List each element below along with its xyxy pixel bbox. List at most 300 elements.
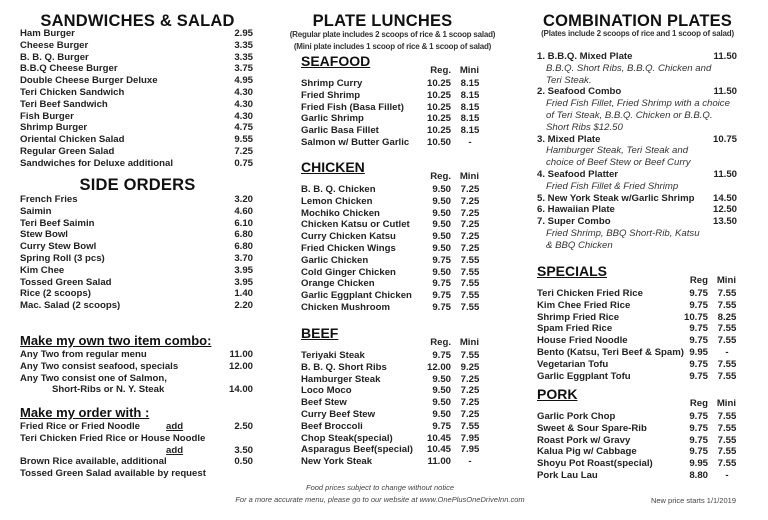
menu-item	[301, 90, 481, 102]
combo-description: Fried Fish Fillet & Fried Shrimp	[546, 180, 679, 192]
item-name: Brown Rice available, additional	[20, 456, 167, 468]
item-name: Regular Green Salad	[20, 145, 115, 157]
mini-price: 7.55	[460, 290, 480, 302]
mini-price: 7.25	[460, 207, 480, 219]
item-name: Chicken Katsu or Cutlet	[301, 219, 410, 231]
item-name: Teri Chicken Fried Rice	[537, 288, 643, 299]
reg-column-header: Reg.	[430, 337, 451, 348]
menu-item	[537, 312, 738, 324]
combo-own-list	[20, 349, 253, 396]
menu-item	[20, 134, 253, 146]
item-name: Garlic Basa Fillet	[301, 125, 379, 137]
item-price: 9.55	[234, 134, 253, 146]
mini-price: -	[725, 346, 729, 358]
combo-name: 4. Seafood Platter	[537, 168, 619, 180]
regular-price: 11.00	[427, 456, 451, 468]
item-price: 4.30	[234, 98, 253, 110]
regular-price: 9.50	[432, 373, 451, 385]
regular-price: 10.25	[426, 101, 451, 113]
mini-column-header: Mini	[716, 398, 736, 409]
item-name: Garlic Shrimp	[301, 113, 364, 125]
item-price: 2.50	[234, 421, 253, 432]
item-name: Oriental Chicken Salad	[20, 134, 125, 146]
combination-list	[537, 51, 737, 252]
regular-price: 9.50	[432, 266, 451, 278]
item-name: French Fries	[20, 194, 78, 205]
item-name: Shoyu Pot Roast(special)	[537, 458, 653, 470]
menu-item	[20, 63, 253, 75]
regular-price: 9.75	[689, 358, 708, 370]
mini-price: -	[725, 469, 729, 481]
menu-item	[301, 208, 481, 220]
regular-price: 9.50	[432, 385, 451, 397]
combo-description: Fried Shrimp, BBQ Short-Rib, Katsu	[546, 227, 700, 239]
mini-price: 7.55	[717, 434, 737, 446]
new-price-note: New price starts 1/1/2019	[650, 496, 736, 505]
menu-item	[20, 206, 253, 218]
item-price: 12.00	[228, 360, 253, 372]
combo-name: 7. Super Combo	[537, 216, 611, 228]
section-title: BEEF	[301, 325, 339, 341]
item-name: B.B.Q Cheese Burger	[20, 63, 118, 75]
item-price: 2.95	[234, 28, 253, 39]
regular-price: 9.50	[432, 242, 451, 254]
item-name: Loco Moco	[301, 385, 352, 397]
regular-price: 10.45	[426, 432, 451, 444]
menu-item	[20, 421, 253, 433]
mini-price: 7.55	[717, 458, 737, 470]
footer-website: For a more accurate menu, please go to our website at www.OnePlusOneDriveInn.com	[235, 495, 525, 504]
regular-price: 9.50	[432, 207, 451, 219]
mini-price: 7.25	[460, 219, 480, 231]
menu-item	[301, 137, 481, 149]
item-price: 3.35	[234, 51, 253, 63]
combo-name: 5. New York Steak w/Garlic Shrimp	[537, 192, 695, 204]
regular-price: 9.75	[689, 422, 708, 434]
item-price: 0.50	[234, 456, 253, 468]
menu-item	[20, 445, 253, 457]
menu-item	[20, 218, 253, 230]
item-name: Shrimp Curry	[301, 78, 363, 89]
menu-item	[301, 350, 481, 362]
specials-section	[537, 263, 738, 382]
menu-item	[537, 323, 738, 335]
item-name: Hamburger Steak	[301, 373, 381, 385]
menu-item	[20, 349, 253, 361]
item-price: 0.75	[234, 157, 253, 169]
regular-price: 9.75	[689, 299, 708, 311]
regular-price: 12.00	[426, 361, 451, 373]
item-name: Mac. Salad (2 scoops)	[20, 300, 121, 312]
item-price: 3.35	[234, 39, 253, 51]
menu-item	[537, 446, 738, 458]
item-price: 4.60	[234, 205, 253, 217]
menu-item	[537, 300, 738, 312]
combo-price: 11.50	[713, 51, 737, 62]
regular-price: 9.50	[432, 195, 451, 207]
menu-item	[20, 456, 253, 468]
reg-column-header: Reg	[689, 275, 708, 286]
item-price: 6.80	[234, 229, 253, 241]
mini-price: 7.55	[717, 358, 737, 370]
item-name: Lemon Chicken	[301, 195, 373, 207]
sandwiches-title: SANDWICHES & SALAD	[40, 12, 235, 30]
item-name: Garlic Eggplant Tofu	[537, 370, 631, 382]
menu-item	[537, 359, 738, 371]
combo-price: 12.50	[712, 204, 737, 216]
regular-price: 9.75	[432, 290, 451, 302]
item-price: 3.50	[234, 444, 253, 456]
mini-price: 7.55	[460, 278, 480, 290]
menu-item	[301, 184, 481, 196]
menu-item	[301, 362, 481, 374]
footer-price-notice: Food prices subject to change without notice	[305, 483, 454, 492]
item-price: 3.95	[234, 276, 253, 288]
combo-description: & BBQ Chicken	[546, 239, 613, 251]
menu-item	[20, 146, 253, 158]
regular-price: 9.75	[689, 411, 708, 422]
item-price: 3.70	[234, 252, 253, 264]
item-name: Sandwiches for Deluxe additional	[20, 157, 173, 169]
combo-name: 6. Hawaiian Plate	[537, 204, 615, 216]
menu-item	[301, 290, 481, 302]
mini-price: 7.95	[460, 444, 480, 456]
regular-price: 10.25	[426, 89, 451, 101]
menu-item	[301, 125, 481, 137]
chicken-section	[301, 159, 481, 314]
item-name: Any Two consist one of Salmon,	[20, 372, 167, 384]
item-price: 3.95	[234, 264, 253, 276]
regular-price: 10.45	[426, 444, 451, 456]
combo-item	[537, 51, 737, 63]
add-label: add	[166, 421, 184, 432]
item-name: Teri Chicken Fried Rice or House Noodle	[20, 432, 206, 444]
menu-item	[20, 384, 253, 396]
item-name: Salmon w/ Butter Garlic	[301, 136, 410, 148]
item-name: Mochiko Chicken	[301, 207, 380, 219]
mini-price: 7.55	[460, 420, 480, 432]
item-name: Curry Beef Stew	[301, 408, 376, 420]
menu-item	[301, 78, 481, 90]
item-name: Any Two consist seafood, specials	[20, 360, 179, 372]
regular-price: 9.75	[689, 446, 708, 458]
mini-price: 7.25	[460, 385, 480, 397]
regular-price: 10.50	[426, 136, 451, 148]
item-name: Curry Chicken Katsu	[301, 231, 396, 243]
mini-column-header: Mini	[459, 171, 479, 182]
order-with-list	[20, 421, 253, 480]
menu-item	[537, 411, 738, 423]
combo-description: Fried Fish Fillet, Fried Shrimp with a choice	[546, 98, 730, 110]
regular-price: 9.95	[689, 346, 708, 358]
reg-column-header: Reg.	[430, 171, 451, 182]
mini-price: 7.95	[460, 432, 480, 444]
item-name: Double Cheese Burger Deluxe	[20, 75, 158, 87]
item-name: Pork Lau Lau	[537, 469, 598, 481]
combo-name: 2. Seafood Combo	[537, 86, 622, 98]
mini-price: 8.15	[460, 113, 480, 125]
menu-item	[301, 196, 481, 208]
pork-section	[537, 386, 738, 482]
item-name: Any Two from regular menu	[20, 349, 147, 360]
section-header	[537, 386, 738, 411]
mini-column-header: Mini	[459, 337, 479, 348]
item-name: Spam Fried Rice	[537, 323, 613, 335]
sides-title: SIDE ORDERS	[79, 176, 196, 194]
combo-item	[537, 204, 737, 216]
item-name: Shrimp Fried Rice	[537, 311, 620, 323]
menu-item	[20, 253, 253, 265]
menu-item	[20, 87, 253, 99]
mini-price: 7.55	[460, 350, 480, 361]
mini-price: 7.55	[717, 323, 737, 335]
item-name: Fried Rice or Fried Noodle	[20, 421, 140, 432]
combo-description: of Teri Steak, B.B.Q. Chicken or B.B.Q.	[546, 109, 713, 121]
combination-note: (Plates include 2 scoops of rice and 1 scoop of salad)	[541, 29, 734, 38]
item-price: 14.00	[228, 384, 253, 396]
menu-item	[537, 371, 738, 383]
regular-price: 9.50	[432, 231, 451, 243]
mini-price: 7.55	[717, 446, 737, 458]
menu-item	[301, 102, 481, 114]
mini-price: 8.15	[460, 78, 480, 89]
mini-price: 7.25	[460, 408, 480, 420]
menu-item	[20, 265, 253, 277]
menu-item	[301, 385, 481, 397]
item-price: 4.75	[234, 122, 253, 134]
section-title: CHICKEN	[301, 159, 365, 175]
sides-list	[20, 194, 253, 312]
plate-note-mini: (Mini plate includes 1 scoop of rice & 1 scoop of salad)	[293, 42, 492, 51]
menu-item	[20, 40, 253, 52]
regular-price: 9.75	[689, 370, 708, 382]
mini-price: 8.15	[460, 89, 480, 101]
menu-item	[301, 302, 481, 314]
menu-item	[537, 458, 738, 470]
mini-price: 7.55	[717, 370, 737, 382]
mini-price: 7.25	[460, 184, 480, 195]
mini-column-header: Mini	[459, 65, 479, 76]
item-name: Bento (Katsu, Teri Beef & Spam)	[537, 346, 684, 358]
menu-item	[301, 374, 481, 386]
menu-item	[301, 456, 481, 468]
section-title: PORK	[537, 386, 578, 402]
item-name: B. B. Q. Chicken	[301, 184, 376, 195]
item-name: Tossed Green Salad available by request	[20, 468, 206, 480]
item-name: Garlic Eggplant Chicken	[301, 290, 412, 302]
combo-description: Short Ribs $12.50	[546, 121, 623, 133]
item-name: Beef Stew	[301, 397, 347, 409]
mini-price: 7.25	[460, 373, 480, 385]
item-name: Chicken Mushroom	[301, 301, 391, 313]
item-price: 3.75	[234, 63, 253, 75]
item-price: 4.95	[234, 75, 253, 87]
menu-item	[20, 373, 253, 385]
combo-own-title: Make my own two item combo:	[20, 333, 212, 348]
item-name: Cheese Burger	[20, 39, 89, 51]
regular-price: 9.75	[432, 301, 451, 313]
combo-description: Teri Steak.	[546, 74, 592, 86]
combo-description: B.B.Q. Short Ribs, B.B.Q. Chicken and	[546, 62, 712, 74]
item-name: Fish Burger	[20, 110, 74, 122]
menu-item	[537, 335, 738, 347]
menu-item	[301, 409, 481, 421]
item-name: Fried Shrimp	[301, 89, 361, 101]
item-price: 2.20	[234, 300, 253, 312]
section-header	[537, 263, 738, 288]
regular-price: 9.50	[432, 184, 451, 195]
order-with-title: Make my order with :	[20, 405, 150, 420]
menu-item	[537, 470, 738, 482]
regular-price: 9.75	[432, 278, 451, 290]
item-name: Shrimp Burger	[20, 122, 88, 134]
item-name: Garlic Pork Chop	[537, 411, 616, 422]
item-price: 6.10	[234, 217, 253, 229]
item-name: New York Steak	[301, 456, 373, 468]
item-name: Ham Burger	[20, 28, 75, 39]
combo-item	[537, 134, 737, 146]
item-name: Kalua Pig w/ Cabbage	[537, 446, 637, 458]
item-name: Roast Pork w/ Gravy	[537, 434, 631, 446]
add-label: add	[166, 444, 184, 456]
menu-item	[20, 75, 253, 87]
item-price: 4.30	[234, 110, 253, 122]
item-name: Tossed Green Salad	[20, 276, 112, 288]
regular-price: 8.80	[689, 469, 708, 481]
regular-price: 10.25	[426, 125, 451, 137]
item-price: 11.00	[229, 349, 253, 360]
menu-item	[537, 423, 738, 435]
mini-price: 7.25	[460, 397, 480, 409]
mini-price: 7.25	[460, 231, 480, 243]
menu-item	[301, 231, 481, 243]
combo-description: Hamburger Steak, Teri Steak and	[546, 145, 689, 157]
menu-item	[20, 52, 253, 64]
plate-lunches-title: PLATE LUNCHES	[312, 12, 453, 30]
regular-price: 9.75	[432, 254, 451, 266]
regular-price: 9.75	[689, 288, 708, 299]
combo-price: 13.50	[712, 216, 737, 228]
regular-price: 9.50	[432, 219, 451, 231]
menu-item	[301, 433, 481, 445]
menu-item	[20, 194, 253, 206]
menu-item	[20, 300, 253, 312]
item-name: Teri Chicken Sandwich	[20, 86, 125, 98]
seafood-section	[301, 53, 481, 149]
regular-price: 9.75	[689, 323, 708, 335]
item-name: Stew Bowl	[20, 229, 68, 241]
item-name: Curry Stew Bowl	[20, 241, 97, 253]
combo-item	[537, 86, 737, 98]
item-name: Sweet & Sour Spare-Rib	[537, 422, 647, 434]
regular-price: 9.50	[432, 408, 451, 420]
regular-price: 9.75	[689, 434, 708, 446]
item-price: 1.40	[234, 288, 253, 300]
regular-price: 9.75	[432, 420, 451, 432]
menu-item	[20, 111, 253, 123]
combo-price: 11.50	[713, 168, 737, 180]
menu-item	[20, 122, 253, 134]
combination-title: COMBINATION PLATES	[542, 12, 733, 30]
mini-price: 7.25	[460, 242, 480, 254]
item-name: Teriyaki Steak	[301, 350, 365, 361]
regular-price: 10.25	[426, 113, 451, 125]
menu-item	[20, 99, 253, 111]
menu-item	[20, 241, 253, 253]
menu-item	[301, 113, 481, 125]
combo-item	[537, 216, 737, 228]
menu-item	[301, 267, 481, 279]
regular-price: 10.25	[426, 78, 451, 89]
beef-section	[301, 325, 481, 468]
menu-item	[20, 433, 253, 445]
menu-item	[20, 288, 253, 300]
item-name: Kim Chee	[20, 264, 65, 276]
item-name: Fried Fish (Basa Fillet)	[301, 101, 404, 113]
mini-price: 7.55	[717, 422, 737, 434]
combo-price: 11.50	[713, 86, 737, 98]
item-name: B. B. Q. Short Ribs	[301, 361, 387, 373]
menu-item	[20, 277, 253, 289]
reg-column-header: Reg	[689, 398, 708, 409]
menu-item	[20, 361, 253, 373]
combo-price: 14.50	[712, 192, 737, 204]
item-name: Teri Beef Saimin	[20, 217, 95, 229]
menu-item	[20, 28, 253, 40]
menu-item	[537, 288, 738, 300]
combo-item	[537, 169, 737, 181]
menu-item	[537, 435, 738, 447]
menu-item	[20, 229, 253, 241]
regular-price: 9.75	[689, 335, 708, 347]
mini-price: 7.55	[460, 301, 480, 313]
item-name: Spring Roll (3 pcs)	[20, 252, 105, 264]
item-price: 3.20	[234, 194, 253, 205]
mini-price: 8.25	[717, 311, 737, 323]
mini-price: -	[468, 456, 472, 468]
regular-price: 9.50	[432, 397, 451, 409]
menu-item	[20, 468, 253, 480]
item-name: Rice (2 scoops)	[20, 288, 91, 300]
combo-item	[537, 193, 737, 205]
section-title: SPECIALS	[537, 263, 608, 279]
mini-price: 8.15	[460, 125, 480, 137]
mini-price: 7.55	[717, 411, 737, 422]
combo-price: 10.75	[712, 133, 737, 145]
combo-name: 1. B.B.Q. Mixed Plate	[537, 51, 633, 62]
item-name: Fried Chicken Wings	[301, 242, 396, 254]
item-name: B. B. Q. Burger	[20, 51, 89, 63]
item-price: 7.25	[234, 145, 253, 157]
menu-item	[301, 397, 481, 409]
item-name: House Fried Noodle	[537, 335, 628, 347]
item-name: Orange Chicken	[301, 278, 375, 290]
mini-column-header: Mini	[716, 275, 736, 286]
regular-price: 10.75	[683, 311, 708, 323]
menu-item	[20, 158, 253, 170]
item-name: Kim Chee Fried Rice	[537, 299, 631, 311]
item-name: Cold Ginger Chicken	[301, 266, 396, 278]
menu-item	[301, 421, 481, 433]
mini-price: 7.55	[717, 335, 737, 347]
mini-price: -	[468, 136, 472, 148]
item-name: Short-Ribs or N. Y. Steak	[52, 384, 165, 396]
sandwiches-list	[20, 28, 253, 170]
section-header	[301, 159, 481, 184]
item-price: 6.80	[234, 241, 253, 253]
mini-price: 9.25	[460, 361, 480, 373]
item-name: Chop Steak(special)	[301, 432, 393, 444]
